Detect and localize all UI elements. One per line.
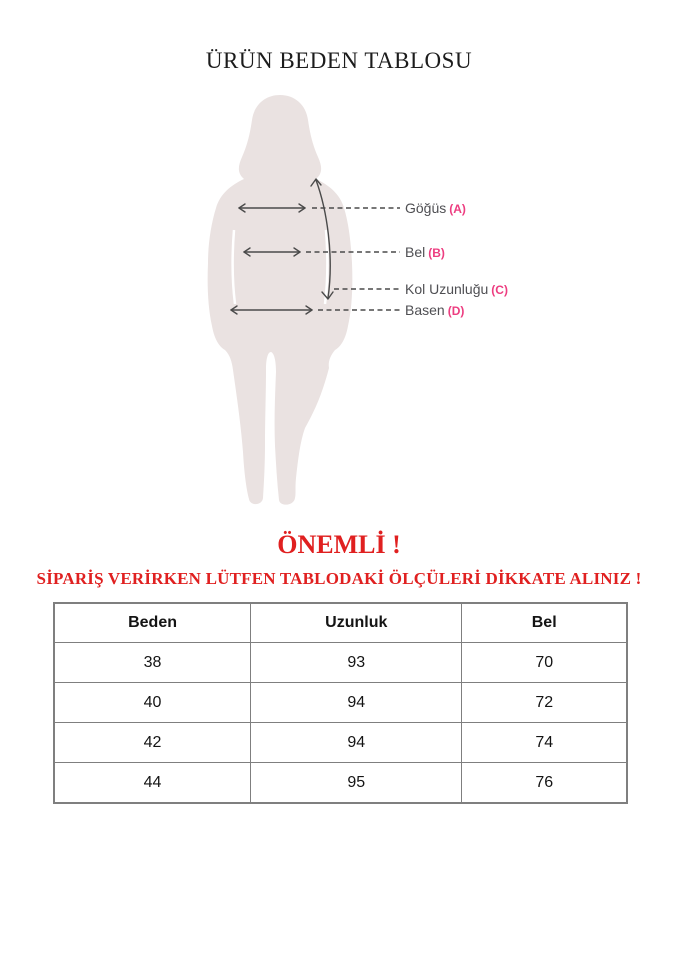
- size-table-header-row: [54, 603, 627, 643]
- measure-label-arm: [405, 281, 508, 298]
- female-silhouette: [208, 95, 353, 505]
- cell-beden: 42: [54, 723, 251, 763]
- measure-tag-a: (A): [449, 202, 466, 216]
- cell-uzunluk: 93: [251, 643, 462, 683]
- table-row: [54, 643, 627, 683]
- body-measurement-diagram: [0, 85, 678, 515]
- cell-bel: 76: [462, 763, 627, 804]
- measure-label-chest: [405, 200, 466, 217]
- measure-label-hip-text: Basen: [405, 302, 445, 318]
- size-table: [53, 602, 628, 804]
- column-header-bel: Bel: [462, 603, 627, 643]
- table-row: [54, 683, 627, 723]
- silhouette-svg: [190, 85, 500, 515]
- warning-heading: ÖNEMLİ !: [277, 530, 401, 559]
- page-title: ÜRÜN BEDEN TABLOSU: [205, 48, 473, 73]
- cell-beden: 40: [54, 683, 251, 723]
- cell-uzunluk: 95: [251, 763, 462, 804]
- table-row: [54, 763, 627, 804]
- warning-note: SİPARİŞ VERİRKEN LÜTFEN TABLODAKİ ÖLÇÜLERİ DİKKATE ALINIZ !: [36, 569, 642, 588]
- measure-label-waist-text: Bel: [405, 244, 426, 260]
- column-header-beden: Beden: [54, 603, 251, 643]
- cell-bel: 70: [462, 643, 627, 683]
- measure-tag-d: (D): [447, 304, 465, 318]
- measure-label-chest-text: Göğüs: [405, 200, 447, 216]
- measure-tag-b: (B): [428, 246, 445, 260]
- cell-bel: 74: [462, 723, 627, 763]
- cell-uzunluk: 94: [251, 723, 462, 763]
- measure-label-arm-text: Kol Uzunluğu: [405, 281, 489, 297]
- measure-tag-c: (C): [491, 283, 508, 297]
- measure-label-waist: [405, 244, 445, 261]
- cell-beden: 44: [54, 763, 251, 804]
- cell-uzunluk: 94: [251, 683, 462, 723]
- table-row: [54, 723, 627, 763]
- cell-bel: 72: [462, 683, 627, 723]
- cell-beden: 38: [54, 643, 251, 683]
- column-header-uzunluk: Uzunluk: [251, 603, 462, 643]
- measure-label-hip: [405, 302, 464, 319]
